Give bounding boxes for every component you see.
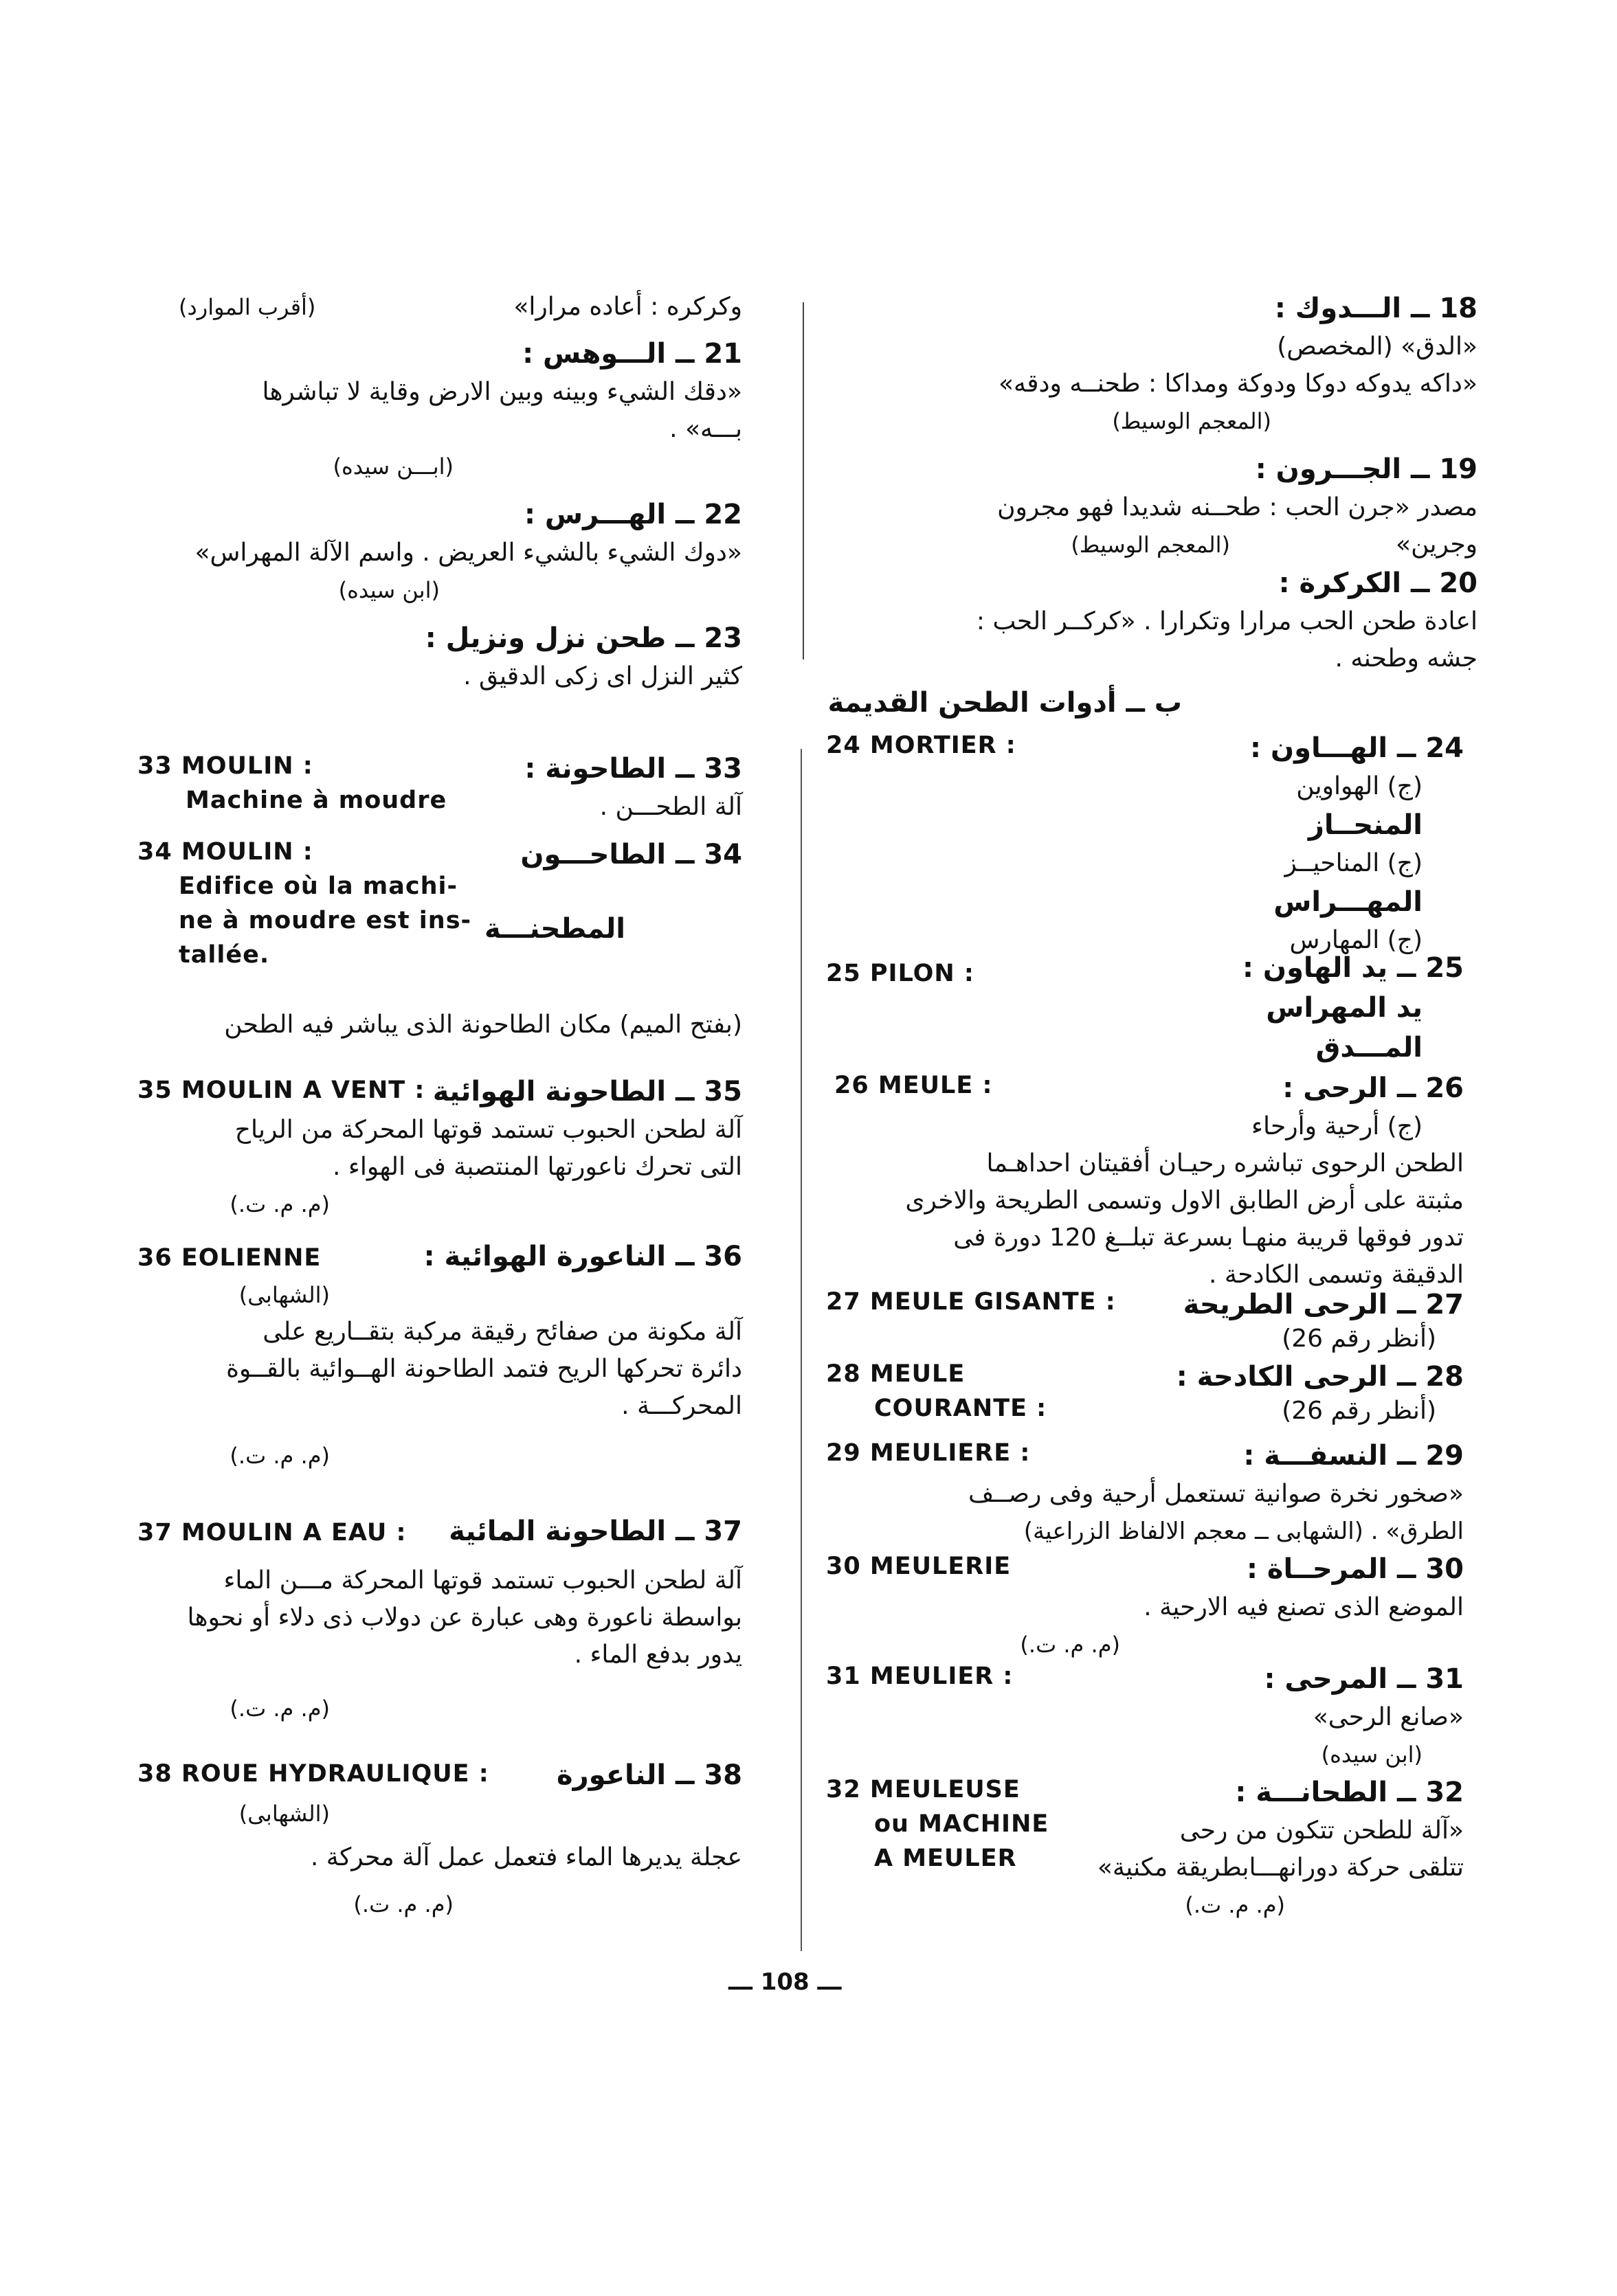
- entry-24-alt-1: المنحــاز: [1308, 809, 1423, 841]
- entry-33-def: آلة الطحـــن .: [599, 793, 742, 821]
- entry-20-title: 20 ــ الكركرة :: [1278, 567, 1477, 599]
- entry-32-def-1: «آلة للطحن تتكون من رحى: [1179, 1816, 1464, 1845]
- entry-30-arabic: [818, 1549, 1464, 1663]
- entry-18-quote: «داكه يدوكه دوكا ودوكة ومداكا : طحنــه ودقه»: [998, 370, 1477, 398]
- entry-35-french: 35 MOULIN A VENT :: [137, 1077, 425, 1104]
- entry-35-source: (م. م. ت.): [230, 1191, 330, 1217]
- entry-33-title: 33 ــ الطاحونة :: [524, 753, 742, 785]
- entry-22-def: «دوك الشيء بالشيء العريض . واسم الآلة المهراس»: [194, 539, 742, 567]
- entry-28: [818, 1357, 1464, 1432]
- entry-26-def-1: الطحن الرحوى تباشره رحيـان أفقيتان احداهـما: [986, 1149, 1464, 1178]
- entry-28-french-cont: COURANTE :: [874, 1395, 1047, 1422]
- entry-37-arabic: [137, 1511, 742, 1727]
- entry-37-french: 37 MOULIN A EAU :: [137, 1519, 407, 1546]
- entry-30-french: 30 MEULERIE: [826, 1553, 1012, 1580]
- entry-19-def-cont: وجرين»: [1396, 530, 1477, 559]
- entry-31-french: 31 MEULIER :: [826, 1663, 1014, 1690]
- entry-36-def-3: المحركـــة .: [621, 1392, 742, 1420]
- entry-24-arabic: [1120, 728, 1464, 959]
- entry-34-title: 34 ــ الطاحـــون: [520, 839, 742, 870]
- entry-25-alt-2: المـــدق: [1315, 1032, 1423, 1063]
- entry-30-def: الموضع الذى تصنع فيه الارحية .: [1144, 1593, 1464, 1621]
- column-divider-top: [803, 302, 804, 660]
- entry-22-source: (ابن سيده): [338, 577, 440, 603]
- entry-37-title: 37 ــ الطاحونة المائية: [449, 1516, 742, 1547]
- entry-33-arabic: [481, 749, 742, 826]
- entry-36-arabic: [137, 1237, 742, 1474]
- entry-31-source: (ابن سيده): [1321, 1742, 1423, 1768]
- entry-23-title: 23 ــ طحن نزل ونزيل :: [425, 622, 742, 654]
- entry-32-arabic: [1065, 1772, 1464, 1924]
- entry-21-def-cont: بـــه» .: [669, 415, 742, 443]
- entry-27-ref: (أنظر رقم 26): [1282, 1325, 1436, 1353]
- entry-28-title: 28 ــ الرحى الكادحة :: [1176, 1361, 1464, 1393]
- entry-38-arabic: [137, 1755, 742, 1923]
- entry-28-french: 28 MEULE: [826, 1360, 966, 1388]
- entry-26-plural: (ج) أرحية وأرحاء: [1251, 1112, 1423, 1140]
- entry-36: [137, 1237, 742, 1511]
- entry-27-french: 27 MEULE GISANTE :: [826, 1288, 1116, 1316]
- entry-26-arabic: [818, 1068, 1464, 1294]
- entry-35-title: 35 ــ الطاحونة الهوائية: [432, 1076, 742, 1107]
- entry-36-french: 36 EOLIENNE: [137, 1244, 322, 1272]
- entry-20-continuation-row: [137, 289, 742, 326]
- entry-21-title: 21 ــ الـــوهس :: [522, 338, 742, 370]
- entry-33: [137, 749, 742, 838]
- entry-36-title: 36 ــ الناعورة الهوائية :: [423, 1241, 742, 1272]
- entry-32-title: 32 ــ الطحانـــة :: [1235, 1777, 1464, 1808]
- entry-32: [818, 1772, 1464, 1931]
- entry-32-french-cont: ou MACHINE: [874, 1810, 1049, 1838]
- entry-23-def: كثير النزل اى زكى الدقيق .: [463, 662, 742, 690]
- section-heading: ب ــ أدوات الطحن القديمة: [827, 687, 1182, 719]
- column-divider-bottom: [801, 749, 802, 1951]
- entry-26-def-3: تدور فوقها قريبة منهـا بسرعة تبلــغ 120 دورة فى: [953, 1224, 1464, 1252]
- entry-34: [137, 835, 742, 1068]
- entry-38: [137, 1755, 742, 1948]
- entry-19-def: مصدر «جرن الحب : طحــنه شديدا فهو مجرون: [997, 493, 1477, 521]
- entry-29-title: 29 ــ النسفـــة :: [1243, 1440, 1464, 1472]
- entry-31-arabic: [1189, 1659, 1464, 1773]
- entry-37-source: (م. م. ت.): [230, 1696, 330, 1722]
- entry-32-french: 32 MEULEUSE: [826, 1776, 1021, 1803]
- entry-26-title: 26 ــ الرحى :: [1282, 1072, 1464, 1104]
- entry-29: [818, 1436, 1464, 1546]
- top-right-column: [825, 289, 1477, 677]
- entry-22-title: 22 ــ الهـــرس :: [524, 499, 742, 530]
- entry-29-french: 29 MEULIERE :: [826, 1439, 1031, 1467]
- entry-28-arabic: [1175, 1357, 1464, 1430]
- entry-19-title: 19 ــ الجـــرون :: [1255, 453, 1477, 485]
- entry-38-french: 38 ROUE HYDRAULIQUE :: [137, 1760, 489, 1788]
- entry-36-source-2: (م. م. ت.): [230, 1443, 330, 1469]
- entry-18-def: «الدق» (المخصص): [1277, 333, 1477, 361]
- entry-31: [818, 1659, 1464, 1776]
- entry-25-french: 25 PILON :: [826, 960, 974, 987]
- entry-30-title: 30 ــ المرحــاة :: [1246, 1553, 1464, 1585]
- entry-35: [137, 1072, 742, 1223]
- entry-32-def-2: تتلقى حركة دورانهـــابطريقة مكنية»: [1097, 1854, 1464, 1882]
- entry-33-french-block: [137, 749, 467, 818]
- entry-24-plural-2: (ج) المناحيــز: [1284, 849, 1423, 877]
- entry-26: [818, 1068, 1464, 1289]
- entry-38-source-2: (م. م. ت.): [353, 1891, 454, 1917]
- entry-25: [818, 948, 1464, 1065]
- entry-20-source: (أقرب الموارد): [179, 294, 316, 320]
- entry-27-arabic: [1183, 1285, 1464, 1358]
- entry-34-french: 34 MOULIN :: [137, 838, 313, 866]
- entry-27: [818, 1285, 1464, 1360]
- entry-31-def: «صانع الرحى»: [1313, 1703, 1464, 1731]
- entry-38-title: 38 ــ الناعورة: [557, 1759, 742, 1791]
- entry-38-def: عجلة يديرها الماء فتعمل عمل آلة محركة .: [310, 1843, 742, 1871]
- entry-35-def-1: آلة لطحن الحبوب تستمد قوتها المحركة من الرياح: [234, 1116, 742, 1144]
- entry-34-arabic: [481, 835, 742, 949]
- entry-35-def-2: التى تحرك ناعورتها المنتصبة فى الهواء .: [333, 1153, 742, 1181]
- entry-35-arabic: [137, 1072, 742, 1223]
- entry-18-title: 18 ــ الـــدوك :: [1274, 293, 1477, 324]
- entry-38-source-1: (الشهابى): [238, 1801, 330, 1827]
- top-left-column: [137, 289, 742, 695]
- entry-34-french-block: [137, 835, 472, 972]
- entry-24-french: 24 MORTIER :: [826, 732, 1016, 759]
- entry-36-source-1: (الشهابى): [238, 1282, 330, 1308]
- entry-20-def-cont: جشه وطحنه .: [1335, 644, 1477, 673]
- entry-34-def: (بفتح الميم) مكان الطاحونة الذى يباشر فيه الطحن: [224, 1011, 742, 1039]
- entry-34-french-desc-1: Edifice où la machi-: [179, 873, 458, 900]
- entry-29-def-1: «صخور نخرة صوانية تستعمل أرحية وفى رصــف: [968, 1480, 1464, 1508]
- entry-36-def-2: دائرة تحركها الريح فتمد الطاحونة الهــوائية بالقــوة: [226, 1355, 742, 1383]
- entry-24-plural-3: (ج) المهارس: [1289, 926, 1423, 954]
- entry-26-def-4: الدقيقة وتسمى الكادحة .: [1209, 1261, 1464, 1289]
- entry-32-source: (م. م. ت.): [1185, 1892, 1285, 1918]
- entry-24: [818, 728, 1464, 954]
- entry-37-def-1: آلة لطحن الحبوب تستمد قوتها المحركة مـــن الماء: [223, 1566, 742, 1595]
- entry-36-def-1: آلة مكونة من صفائح رقيقة مركبة بتقــاريع على: [263, 1318, 742, 1346]
- entry-27-title: 27 ــ الرحى الطريحة: [1183, 1289, 1464, 1320]
- entry-34-french-desc-3: tallée.: [179, 941, 270, 969]
- entry-26-french: 26 MEULE :: [834, 1072, 993, 1099]
- entry-34-french-desc-2: ne à moudre est ins-: [179, 907, 472, 934]
- entry-29-def-2: الطرق» . (الشهابى ــ معجم الالفاظ الزراعية): [1023, 1518, 1464, 1545]
- entry-32-french-cont2: A MEULER: [874, 1845, 1017, 1872]
- entry-19-source: (المعجم الوسيط): [1071, 532, 1230, 558]
- entry-25-alt-1: يد المهراس: [1266, 992, 1423, 1024]
- entry-33-french: 33 MOULIN :: [137, 752, 313, 780]
- entry-18-source: (المعجم الوسيط): [1112, 408, 1271, 434]
- entry-37-def-2: بواسطة ناعورة وهى عبارة عن دولاب ذى دلاء أو نحوها: [187, 1603, 742, 1632]
- entry-20-continuation: وكركره : أعاده مرارا»: [513, 293, 742, 321]
- entry-24-alt-2: المهـــراس: [1273, 886, 1423, 918]
- entry-25-arabic: [1120, 948, 1464, 1068]
- entry-28-ref: (أنظر رقم 26): [1282, 1397, 1436, 1425]
- entry-30: [818, 1549, 1464, 1659]
- entry-33-french-desc: Machine à moudre: [186, 787, 447, 814]
- page-number: ـــ 108 ـــ: [728, 1968, 842, 1996]
- entry-20-def: اعادة طحن الحب مرارا وتكرارا . «كركــر الحب :: [976, 607, 1477, 635]
- entry-21-def: «دقك الشيء وبينه وبين الارض وقاية لا تباشرها: [262, 378, 742, 406]
- entry-25-title: 25 ــ يد الهاون :: [1242, 952, 1464, 984]
- entry-29-arabic: [818, 1436, 1464, 1550]
- entry-37: [137, 1511, 742, 1745]
- entry-31-title: 31 ــ المرحى :: [1264, 1663, 1464, 1695]
- entry-26-def-2: مثبتة على أرض الطابق الاول وتسمى الطريحة والاخرى: [905, 1186, 1464, 1215]
- entry-30-source: (م. م. ت.): [1020, 1632, 1120, 1658]
- entry-24-plural-1: (ج) الهواوين: [1296, 772, 1423, 800]
- entry-34-alt: المطحنـــة: [484, 913, 625, 945]
- entry-24-title: 24 ــ الهـــاون :: [1250, 732, 1464, 764]
- entry-21-source: (ابـــن سيده): [333, 453, 454, 480]
- entry-37-def-3: يدور بدفع الماء .: [574, 1641, 742, 1669]
